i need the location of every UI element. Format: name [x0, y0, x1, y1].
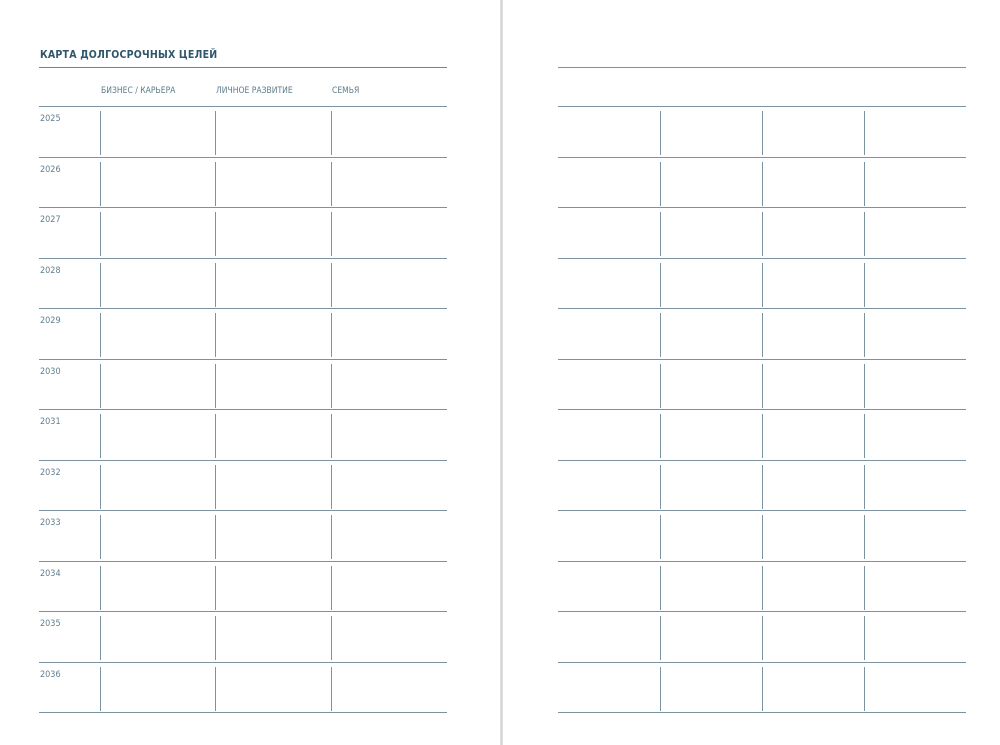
cell-divider: [331, 263, 332, 307]
year-label: 2036: [40, 669, 61, 680]
cell-divider: [864, 364, 865, 408]
cell-divider: [660, 515, 661, 559]
cell-divider: [864, 313, 865, 357]
cell-divider: [762, 263, 763, 307]
cell-divider: [864, 414, 865, 458]
right-page: [503, 0, 1000, 745]
cell-divider: [762, 313, 763, 357]
year-label: 2035: [40, 619, 61, 629]
cell-divider: [100, 667, 101, 711]
cell-divider: [660, 162, 661, 206]
column-header-family: СЕМЬЯ: [332, 86, 360, 96]
row-rule: [39, 712, 447, 713]
row-rule: [558, 308, 966, 309]
cell-divider: [762, 364, 763, 408]
row-rule: [39, 308, 447, 309]
cell-divider: [100, 515, 101, 559]
row-rule: [558, 157, 966, 158]
cell-divider: [331, 111, 332, 155]
column-header-personal-development: ЛИЧНОЕ РАЗВИТИЕ: [216, 86, 293, 96]
year-label: 2030: [40, 366, 61, 377]
row-rule: [558, 611, 966, 612]
cell-divider: [331, 616, 332, 660]
cell-divider: [762, 212, 763, 256]
title-rule: [39, 67, 447, 68]
year-label: 2031: [40, 417, 61, 427]
row-rule: [558, 460, 966, 461]
row-rule: [39, 409, 447, 410]
cell-divider: [100, 364, 101, 408]
year-label: 2027: [40, 215, 61, 225]
row-rule: [39, 207, 447, 208]
cell-divider: [331, 162, 332, 206]
cell-divider: [660, 111, 661, 155]
row-rule: [558, 409, 966, 410]
year-label: 2026: [40, 164, 61, 175]
row-rule: [39, 510, 447, 511]
cell-divider: [864, 667, 865, 711]
cell-divider: [864, 515, 865, 559]
row-rule: [39, 258, 447, 259]
cell-divider: [660, 566, 661, 610]
cell-divider: [215, 162, 216, 206]
year-label: 2032: [40, 467, 61, 478]
cell-divider: [864, 162, 865, 206]
row-rule: [39, 359, 447, 360]
cell-divider: [215, 111, 216, 155]
cell-divider: [660, 414, 661, 458]
cell-divider: [762, 616, 763, 660]
cell-divider: [100, 263, 101, 307]
row-rule: [39, 460, 447, 461]
cell-divider: [100, 313, 101, 357]
row-rule: [39, 611, 447, 612]
cell-divider: [100, 111, 101, 155]
row-rule: [558, 207, 966, 208]
row-rule: [558, 510, 966, 511]
row-rule: [39, 157, 447, 158]
year-label: 2025: [40, 114, 61, 124]
page-title: КАРТА ДОЛГОСРОЧНЫХ ЦЕЛЕЙ: [40, 49, 218, 61]
cell-divider: [331, 364, 332, 408]
cell-divider: [660, 465, 661, 509]
row-rule: [558, 712, 966, 713]
column-header-business-career: БИЗНЕС / КАРЬЕРА: [101, 86, 176, 96]
cell-divider: [660, 263, 661, 307]
cell-divider: [660, 616, 661, 660]
top-rule: [558, 67, 966, 68]
cell-divider: [762, 566, 763, 610]
year-label: 2028: [40, 265, 61, 276]
cell-divider: [331, 414, 332, 458]
cell-divider: [864, 616, 865, 660]
row-rule: [558, 662, 966, 663]
cell-divider: [864, 566, 865, 610]
cell-divider: [331, 515, 332, 559]
cell-divider: [660, 313, 661, 357]
cell-divider: [762, 111, 763, 155]
cell-divider: [100, 465, 101, 509]
cell-divider: [215, 667, 216, 711]
row-rule: [39, 662, 447, 663]
cell-divider: [215, 263, 216, 307]
cell-divider: [331, 313, 332, 357]
year-label: 2029: [40, 316, 61, 326]
cell-divider: [215, 364, 216, 408]
cell-divider: [762, 414, 763, 458]
cell-divider: [660, 212, 661, 256]
header-rule: [558, 106, 966, 107]
cell-divider: [762, 515, 763, 559]
row-rule: [39, 561, 447, 562]
cell-divider: [100, 566, 101, 610]
cell-divider: [864, 212, 865, 256]
row-rule: [558, 359, 966, 360]
cell-divider: [100, 616, 101, 660]
cell-divider: [331, 566, 332, 610]
cell-divider: [215, 566, 216, 610]
cell-divider: [215, 313, 216, 357]
cell-divider: [100, 212, 101, 256]
row-rule: [558, 561, 966, 562]
cell-divider: [864, 465, 865, 509]
header-rule: [39, 106, 447, 107]
cell-divider: [100, 162, 101, 206]
cell-divider: [660, 364, 661, 408]
cell-divider: [215, 465, 216, 509]
cell-divider: [762, 465, 763, 509]
cell-divider: [215, 414, 216, 458]
cell-divider: [215, 616, 216, 660]
cell-divider: [215, 515, 216, 559]
row-rule: [558, 258, 966, 259]
cell-divider: [660, 667, 661, 711]
cell-divider: [331, 465, 332, 509]
cell-divider: [100, 414, 101, 458]
year-label: 2034: [40, 568, 61, 579]
cell-divider: [762, 667, 763, 711]
year-label: 2033: [40, 518, 61, 528]
cell-divider: [331, 212, 332, 256]
cell-divider: [864, 263, 865, 307]
cell-divider: [762, 162, 763, 206]
cell-divider: [864, 111, 865, 155]
cell-divider: [331, 667, 332, 711]
cell-divider: [215, 212, 216, 256]
